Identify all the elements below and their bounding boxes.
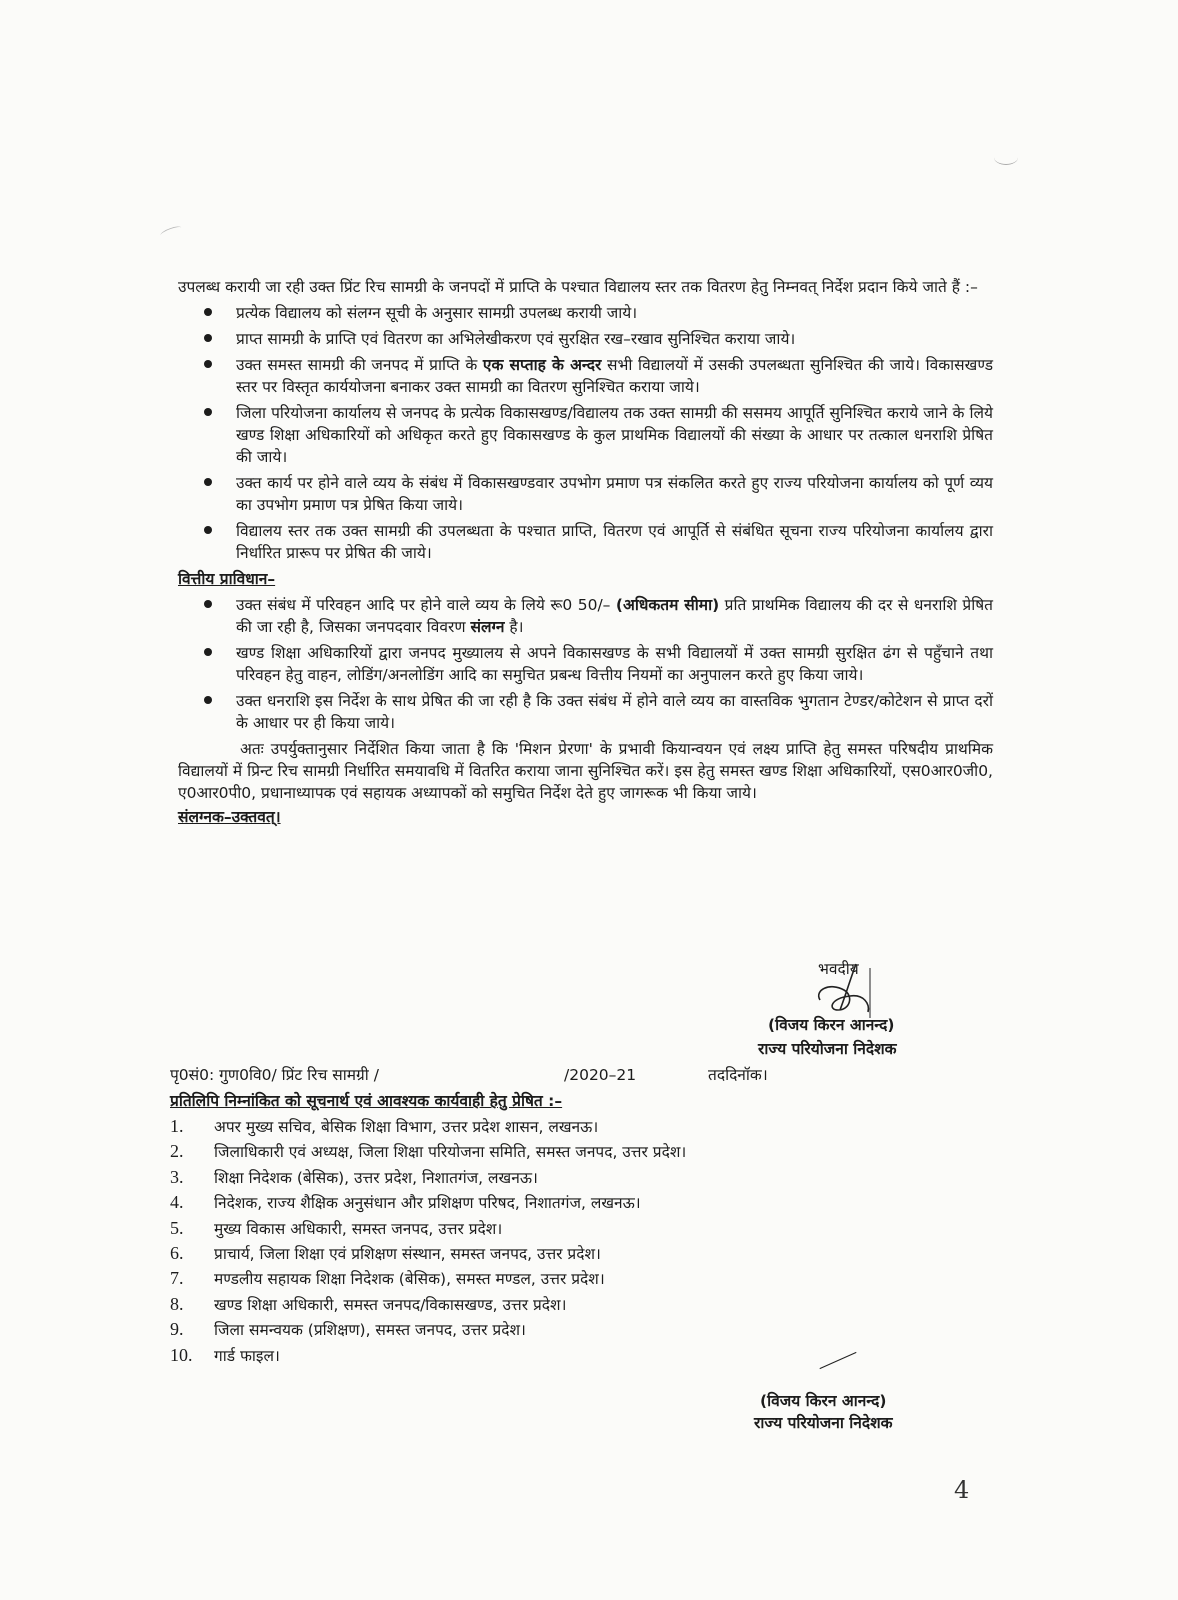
bullet-icon (204, 696, 212, 704)
list-item: 2. जिलाधिकारी एवं अध्यक्ष, जिला शिक्षा परियोजना समिति, समस्त जनपद, उत्तर प्रदेश। (170, 1141, 687, 1162)
signatory-name: (विजय किरन आनन्द) (760, 1392, 887, 1410)
paper-mark (994, 150, 1018, 165)
paper-mark (159, 224, 182, 238)
list-item: 5. मुख्य विकास अधिकारी, समस्त जनपद, उत्तर प्रदेश। (170, 1217, 503, 1238)
bullet-icon (204, 478, 212, 486)
list-item: 6. प्राचार्य, जिला शिक्षा एवं प्रशिक्षण संस्थान, समस्त जनपद, उत्तर प्रदेश। (170, 1242, 601, 1263)
reference-date: तददिनॉक। (708, 1066, 768, 1084)
list-item: 3. शिक्षा निदेशक (बेसिक), उत्तर प्रदेश, निशातगंज, लखनऊ। (170, 1166, 538, 1187)
copy-list (170, 1114, 870, 1368)
intro-paragraph: उपलब्ध करायी जा रही उक्त प्रिंट रिच सामग्री के जनपदों में प्राप्ति के पश्चात विद्यालय स्तर तक वितरण हेतु निम्नवत् निर्देश प्रदान किये जाते हैं :– (178, 278, 978, 296)
reference-year: /2020–21 (564, 1066, 637, 1084)
list-item: उक्त कार्य पर होने वाले व्यय के संबंध में विकासखण्डवार उपभोग प्रमाण पत्र संकलित करते हुए राज्य परियोजना कार्यालय को पूर्ण व्यय का उपभोग प्रमाण पत्र प्रेषित किया जाये। (236, 472, 993, 516)
list-item: जिला परियोजना कार्यालय से जनपद के प्रत्येक विकासखण्ड/विद्यालय तक उक्त सामग्री की ससमय आपूर्ति सुनिश्चित कराये जाने के लिये खण्ड शिक्षा अधिकारियों को अधिकृत करते हुए विकासखण्ड के कुल प्राथमिक विद्यालयों की संख्या के आधार पर तत्काल धनराशि प्रेषित की जाये। (236, 402, 993, 468)
signatory-name: (विजय किरन आनन्द) (768, 1016, 895, 1034)
list-item: 9. जिला समन्वयक (प्रशिक्षण), समस्त जनपद, उत्तर प्रदेश। (170, 1319, 526, 1340)
bullet-icon (204, 408, 212, 416)
list-item: प्राप्त सामग्री के प्राप्ति एवं वितरण का अभिलेखीकरण एवं सुरक्षित रख–रखाव सुनिश्चित कराया जाये। (236, 328, 993, 350)
signatory-designation: राज्य परियोजना निदेशक (758, 1040, 897, 1058)
list-item: 10. गार्ड फाइल। (170, 1344, 280, 1365)
list-item: खण्ड शिक्षा अधिकारियों द्वारा जनपद मुख्यालय से अपने विकासखण्ड के सभी विद्यालयों में उक्त सामग्री सुरक्षित ढंग से पहुँचाने तथा परिवहन हेतु वाहन, लोडिंग/अनलोडिंग आदि का समुचित प्रबन्ध वित्तीय नियमों का अनुपालन करते हुए किया जाये। (236, 642, 993, 686)
list-item: प्रत्येक विद्यालय को संलग्न सूची के अनुसार सामग्री उपलब्ध करायी जाये। (236, 302, 993, 324)
list-item: 4. निदेशक, राज्य शैक्षिक अनुसंधान और प्रशिक्षण परिषद, निशातगंज, लखनऊ। (170, 1192, 641, 1213)
list-item: उक्त समस्त सामग्री की जनपद में प्राप्ति के एक सप्ताह के अन्दर सभी विद्यालयों में उसकी उपलब्धता सुनिश्चित की जाये। विकासखण्ड स्तर पर विस्तृत कार्ययोजना बनाकर उक्त सामग्री का वितरण सुनिश्चित कराया जाये। (236, 354, 993, 398)
bullet-icon (204, 648, 212, 656)
reference-number: पृ0सं0: गुण0वि0/ प्रिंट रिच सामग्री / (170, 1066, 379, 1084)
directions-list (178, 302, 993, 564)
finance-list (178, 594, 993, 734)
enclosure-note: संलग्नक–उक्तवत्। (178, 808, 281, 826)
list-item: उक्त धनराशि इस निर्देश के साथ प्रेषित की जा रही है कि उक्त संबंध में होने वाले व्यय का वास्तविक भुगतान टेण्डर/कोटेशन से प्राप्त दरों के आधार पर ही किया जाये। (236, 690, 993, 734)
bullet-icon (204, 334, 212, 342)
list-item: 7. मण्डलीय सहायक शिक्षा निदेशक (बेसिक), समस्त मण्डल, उत्तर प्रदेश। (170, 1268, 605, 1289)
page-number: 4 (954, 1476, 970, 1504)
letter-body (178, 276, 993, 828)
list-item: 1. अपर मुख्य सचिव, बेसिक शिक्षा विभाग, उत्तर प्रदेश शासन, लखनऊ। (170, 1116, 599, 1136)
finance-heading: वित्तीय प्राविधान– (178, 570, 276, 588)
signature-block-copy (754, 1390, 893, 1434)
bullet-icon (204, 526, 212, 534)
signatory-designation: राज्य परियोजना निदेशक (754, 1414, 893, 1432)
conclusion-paragraph: अतः उपर्युक्तानुसार निर्देशित किया जाता है कि 'मिशन प्रेरणा' के प्रभावी कियान्वयन एवं लक्ष्य प्राप्ति हेतु समस्त परिषदीय प्राथमिक विद्यालयों में प्रिन्ट रिच सामग्री निर्धारित समयावधि में वितरित कराया जाना सुनिश्चित करें। इस हेतु समस्त खण्ड शिक्षा अधिकारियों, एस0आर0जी0, ए0आर0पी0, प्रधानाध्यापक एवं सहायक अध्यापकों को समुचित निर्देश देते हुए जागरूक भी किया जाये। (178, 740, 993, 802)
list-item: 8. खण्ड शिक्षा अधिकारी, समस्त जनपद/विकासखण्ड, उत्तर प्रदेश। (170, 1293, 567, 1314)
list-item: विद्यालय स्तर तक उक्त सामग्री की उपलब्धता के पश्चात प्राप्ति, वितरण एवं आपूर्ति से संबंधित सूचना राज्य परियोजना कार्यालय द्वारा निर्धारित प्रारूप पर प्रेषित की जाये। (236, 520, 993, 564)
copy-heading: प्रतिलिपि निम्नांकित को सूचनार्थ एवं आवश्यक कार्यवाही हेतु प्रेषित :– (170, 1092, 563, 1110)
salutation: भवदीय (818, 960, 859, 978)
bullet-icon (204, 360, 212, 368)
bullet-icon (204, 600, 212, 608)
bullet-icon (204, 308, 212, 316)
list-item: उक्त संबंध में परिवहन आदि पर होने वाले व्यय के लिये रू0 50/– (अधिकतम सीमा) प्रति प्राथमिक विद्यालय की दर से धनराशि प्रेषित की जा रही है, जिसका जनपदवार विवरण संलग्न है। (236, 594, 993, 638)
